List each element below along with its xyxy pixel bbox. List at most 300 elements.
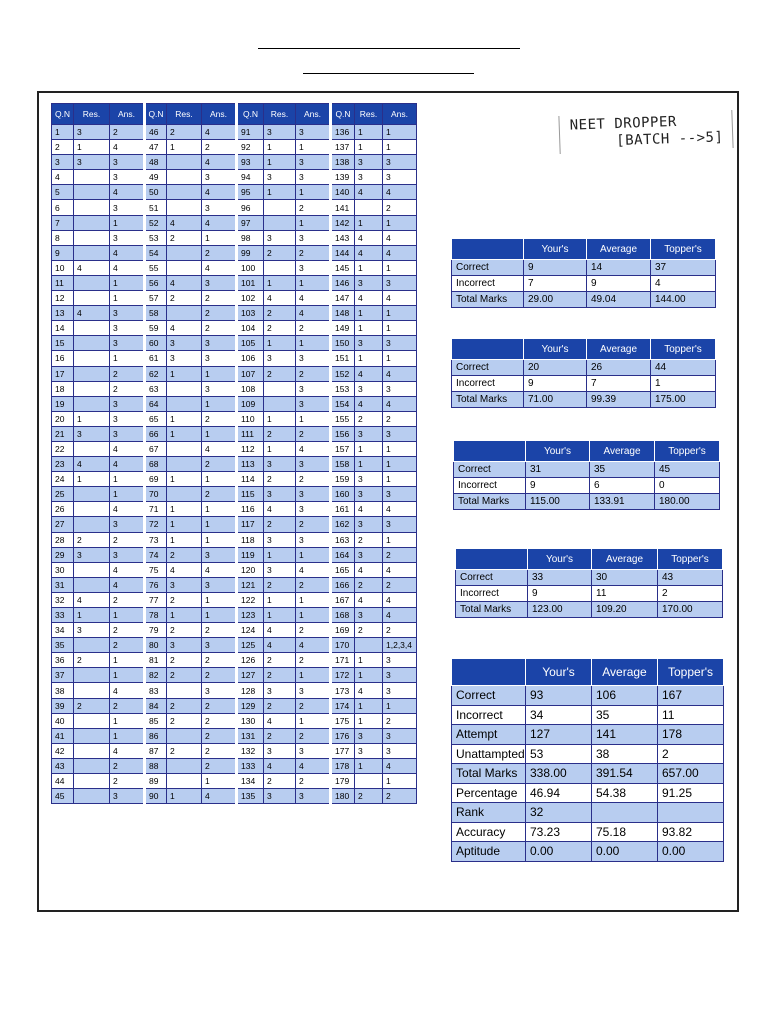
answer-sheet-cell: [167, 683, 202, 698]
answer-sheet-cell: [167, 155, 202, 170]
answer-sheet-cell: 109: [237, 396, 264, 411]
answer-sheet-row: [52, 291, 417, 306]
answer-sheet-cell: 83: [145, 683, 167, 698]
summary-row-label: Correct: [452, 260, 524, 276]
answer-sheet-cell: 4: [296, 441, 331, 456]
answer-sheet-cell: 2: [383, 200, 417, 215]
summary-header-row: [452, 659, 724, 686]
summary-table-3: [453, 440, 720, 510]
answer-sheet-cell: 116: [237, 502, 264, 517]
answer-sheet-header-cell: Ans.: [110, 104, 145, 125]
summary-cell: 37: [651, 260, 716, 276]
answer-sheet-cell: 4: [202, 125, 237, 140]
answer-sheet-cell: 17: [52, 366, 74, 381]
answer-sheet-cell: 45: [52, 789, 74, 804]
answer-sheet-cell: 1: [202, 608, 237, 623]
summary-header-cell: [456, 549, 528, 570]
summary-row: [454, 494, 720, 510]
answer-sheet-cell: 1: [296, 592, 331, 607]
answer-sheet-cell: 1: [264, 592, 296, 607]
answer-sheet-cell: 23: [52, 457, 74, 472]
answer-sheet-row: [52, 547, 417, 562]
summary-cell: 0.00: [658, 842, 724, 862]
answer-sheet-cell: [74, 774, 110, 789]
answer-sheet-cell: 48: [145, 155, 167, 170]
answer-sheet-cell: 2: [264, 426, 296, 441]
answer-sheet-cell: 2: [264, 321, 296, 336]
summary-row: [452, 360, 716, 376]
answer-sheet-cell: 131: [237, 728, 264, 743]
answer-sheet-cell: 2: [296, 698, 331, 713]
answer-sheet-cell: 52: [145, 215, 167, 230]
answer-sheet-cell: 3: [52, 155, 74, 170]
answer-sheet-cell: 37: [52, 668, 74, 683]
summary-cell: 141: [592, 725, 658, 745]
summary-row: [452, 260, 716, 276]
answer-sheet-cell: 98: [237, 230, 264, 245]
answer-sheet-cell: 69: [145, 472, 167, 487]
summary-row-label: Total Marks: [454, 494, 526, 510]
summary-cell: 46.94: [526, 783, 592, 803]
answer-sheet-cell: 3: [264, 683, 296, 698]
answer-sheet-header-cell: Res.: [167, 104, 202, 125]
answer-sheet-cell: 87: [145, 743, 167, 758]
answer-sheet-cell: [74, 245, 110, 260]
answer-sheet-cell: 3: [296, 381, 331, 396]
answer-sheet-cell: [167, 457, 202, 472]
answer-sheet-cell: 36: [52, 653, 74, 668]
answer-sheet-cell: 1: [296, 668, 331, 683]
answer-sheet-cell: 4: [202, 260, 237, 275]
answer-sheet-cell: 141: [331, 200, 355, 215]
answer-sheet-row: [52, 577, 417, 592]
answer-sheet-cell: 2: [167, 668, 202, 683]
answer-sheet-cell: 35: [52, 638, 74, 653]
answer-sheet-cell: 158: [331, 457, 355, 472]
summary-row-label: Correct: [452, 360, 524, 376]
answer-sheet-row: [52, 396, 417, 411]
answer-sheet-cell: 62: [145, 366, 167, 381]
summary-header-cell: Average: [592, 659, 658, 686]
answer-sheet-cell: 76: [145, 577, 167, 592]
answer-sheet-row: [52, 351, 417, 366]
answer-sheet-cell: 4: [355, 396, 383, 411]
answer-sheet-cell: 3: [202, 381, 237, 396]
answer-sheet-cell: 85: [145, 713, 167, 728]
answer-sheet-row: [52, 608, 417, 623]
answer-sheet-cell: 3: [296, 532, 331, 547]
answer-sheet-cell: 177: [331, 743, 355, 758]
answer-sheet-cell: 39: [52, 698, 74, 713]
answer-sheet-cell: 1: [264, 336, 296, 351]
answer-sheet-cell: 1: [202, 774, 237, 789]
answer-sheet-cell: 1: [383, 306, 417, 321]
answer-sheet-cell: 1: [202, 230, 237, 245]
answer-sheet-cell: 3: [264, 532, 296, 547]
answer-sheet-cell: 2: [383, 577, 417, 592]
answer-sheet-row: [52, 502, 417, 517]
answer-sheet-cell: 1: [167, 426, 202, 441]
answer-sheet-cell: [74, 683, 110, 698]
summary-header-cell: [452, 659, 526, 686]
answer-sheet-cell: 3: [383, 517, 417, 532]
answer-sheet-cell: 162: [331, 517, 355, 532]
answer-sheet-cell: 1: [110, 472, 145, 487]
answer-sheet-cell: 2: [264, 668, 296, 683]
answer-sheet-cell: 12: [52, 291, 74, 306]
summary-cell: 29.00: [524, 292, 587, 308]
answer-sheet-cell: 2: [110, 532, 145, 547]
answer-sheet-cell: 2: [383, 411, 417, 426]
answer-sheet-cell: [167, 396, 202, 411]
answer-sheet-cell: 1: [110, 487, 145, 502]
answer-sheet-cell: 2: [202, 743, 237, 758]
answer-sheet-header-cell: Res.: [74, 104, 110, 125]
answer-sheet-cell: 2: [383, 789, 417, 804]
summary-cell: 127: [526, 725, 592, 745]
answer-sheet-cell: 150: [331, 336, 355, 351]
answer-sheet-cell: 1: [202, 426, 237, 441]
answer-sheet-cell: 3: [74, 547, 110, 562]
summary-row-label: Unattampted: [452, 744, 526, 764]
summary-cell: 9: [526, 478, 590, 494]
summary-cell: 133.91: [590, 494, 655, 510]
summary-row: [456, 602, 723, 618]
answer-sheet-row: [52, 457, 417, 472]
answer-sheet-cell: 4: [264, 291, 296, 306]
answer-sheet-cell: 3: [383, 155, 417, 170]
summary-row: [456, 570, 723, 586]
summary-cell: 144.00: [651, 292, 716, 308]
answer-sheet-cell: 49: [145, 170, 167, 185]
summary-cell: 14: [587, 260, 651, 276]
answer-sheet-cell: 3: [355, 170, 383, 185]
answer-sheet-cell: 1: [355, 698, 383, 713]
answer-sheet-cell: 27: [52, 517, 74, 532]
summary-cell: 93.82: [658, 822, 724, 842]
answer-sheet-cell: 176: [331, 728, 355, 743]
answer-sheet-cell: 3: [202, 336, 237, 351]
summary-cell: 93: [526, 686, 592, 706]
answer-sheet-cell: 2: [264, 577, 296, 592]
answer-sheet-cell: 3: [383, 487, 417, 502]
answer-sheet-cell: 114: [237, 472, 264, 487]
answer-sheet-cell: 144: [331, 245, 355, 260]
answer-sheet-cell: 13: [52, 306, 74, 321]
answer-sheet-cell: 21: [52, 426, 74, 441]
answer-sheet-cell: [167, 441, 202, 456]
answer-sheet-cell: 4: [355, 230, 383, 245]
answer-sheet-cell: 2: [296, 200, 331, 215]
answer-sheet-cell: 2: [202, 291, 237, 306]
answer-sheet-cell: 15: [52, 336, 74, 351]
answer-sheet-cell: 3: [355, 155, 383, 170]
summary-header-cell: Your's: [526, 659, 592, 686]
answer-sheet-cell: 1: [264, 441, 296, 456]
summary-header-cell: Your's: [528, 549, 592, 570]
answer-sheet-cell: 2: [167, 743, 202, 758]
answer-sheet-cell: 20: [52, 411, 74, 426]
answer-sheet-cell: 46: [145, 125, 167, 140]
answer-sheet-cell: 4: [264, 713, 296, 728]
answer-sheet-cell: 2: [296, 517, 331, 532]
answer-sheet-cell: [74, 668, 110, 683]
answer-sheet-cell: 2: [355, 577, 383, 592]
answer-sheet-cell: 1: [355, 260, 383, 275]
answer-sheet-cell: 1: [52, 125, 74, 140]
summary-cell: 32: [526, 803, 592, 823]
answer-sheet-cell: [74, 743, 110, 758]
answer-sheet-cell: 110: [237, 411, 264, 426]
answer-sheet-cell: 92: [237, 140, 264, 155]
summary-cell: 1: [651, 376, 716, 392]
answer-sheet-cell: 1: [167, 472, 202, 487]
answer-sheet-cell: [167, 245, 202, 260]
answer-sheet-cell: [74, 215, 110, 230]
summary-cell: 175.00: [651, 392, 716, 408]
answer-sheet-row: [52, 125, 417, 140]
summary-header-cell: Your's: [526, 441, 590, 462]
answer-sheet-cell: 153: [331, 381, 355, 396]
answer-sheet-cell: 3: [167, 638, 202, 653]
answer-sheet-row: [52, 336, 417, 351]
answer-sheet-cell: 2: [167, 698, 202, 713]
answer-sheet-cell: 3: [383, 653, 417, 668]
answer-sheet-cell: 3: [383, 683, 417, 698]
answer-sheet-cell: 2: [296, 653, 331, 668]
answer-sheet-cell: 67: [145, 441, 167, 456]
answer-sheet-cell: 57: [145, 291, 167, 306]
answer-sheet-cell: 4: [264, 623, 296, 638]
answer-sheet-cell: 4: [167, 215, 202, 230]
answer-sheet-cell: [167, 200, 202, 215]
answer-sheet-cell: [264, 215, 296, 230]
answer-sheet-cell: 1: [110, 728, 145, 743]
summary-header-cell: Topper's: [651, 239, 716, 260]
answer-sheet-cell: 3: [355, 426, 383, 441]
summary-cell: 180.00: [655, 494, 720, 510]
answer-sheet-cell: 124: [237, 623, 264, 638]
answer-sheet-cell: 1: [383, 457, 417, 472]
answer-sheet-cell: 18: [52, 381, 74, 396]
summary-row: [452, 764, 724, 784]
answer-sheet-cell: 3: [296, 260, 331, 275]
answer-sheet-cell: 3: [202, 683, 237, 698]
answer-sheet-cell: 73: [145, 532, 167, 547]
summary-cell: 7: [587, 376, 651, 392]
summary-cell: 9: [524, 260, 587, 276]
answer-sheet-cell: [167, 487, 202, 502]
summary-cell: 109.20: [592, 602, 658, 618]
answer-sheet-cell: 105: [237, 336, 264, 351]
answer-sheet-cell: 121: [237, 577, 264, 592]
summary-header-cell: Topper's: [651, 339, 716, 360]
answer-sheet-cell: 89: [145, 774, 167, 789]
answer-sheet-cell: 3: [202, 638, 237, 653]
answer-sheet-cell: 3: [202, 351, 237, 366]
answer-sheet-cell: 44: [52, 774, 74, 789]
answer-sheet-cell: 99: [237, 245, 264, 260]
summary-row: [452, 705, 724, 725]
answer-sheet-cell: 1: [355, 441, 383, 456]
answer-sheet-cell: 130: [237, 713, 264, 728]
summary-row-label: Attempt: [452, 725, 526, 745]
answer-sheet-cell: 3: [296, 396, 331, 411]
answer-sheet-cell: 1: [202, 517, 237, 532]
summary-cell: 34: [526, 705, 592, 725]
answer-sheet-cell: [74, 381, 110, 396]
answer-sheet-row: [52, 562, 417, 577]
answer-sheet-header-cell: Ans.: [202, 104, 237, 125]
summary-row: [452, 392, 716, 408]
answer-sheet-cell: 2: [264, 728, 296, 743]
answer-sheet-cell: 4: [110, 260, 145, 275]
answer-sheet-cell: 3: [296, 457, 331, 472]
answer-sheet-cell: 3: [110, 426, 145, 441]
answer-sheet-cell: 19: [52, 396, 74, 411]
answer-sheet-cell: 2: [110, 638, 145, 653]
answer-sheet-cell: 53: [145, 230, 167, 245]
answer-sheet-cell: 1: [110, 713, 145, 728]
answer-sheet-cell: 2: [167, 547, 202, 562]
answer-sheet-cell: [74, 441, 110, 456]
answer-sheet-cell: 1: [383, 472, 417, 487]
answer-sheet-cell: 156: [331, 426, 355, 441]
summary-row-label: Correct: [452, 686, 526, 706]
answer-sheet-cell: 55: [145, 260, 167, 275]
summary-header-cell: Topper's: [658, 659, 724, 686]
summary-cell: 30: [592, 570, 658, 586]
answer-sheet-cell: 1: [383, 774, 417, 789]
answer-sheet-cell: 2: [110, 758, 145, 773]
answer-sheet-row: [52, 698, 417, 713]
answer-sheet-cell: 1: [202, 592, 237, 607]
answer-sheet-cell: 1: [296, 608, 331, 623]
summary-cell: 115.00: [526, 494, 590, 510]
answer-sheet-cell: [167, 260, 202, 275]
summary-cell: 73.23: [526, 822, 592, 842]
answer-sheet-row: [52, 170, 417, 185]
answer-sheet-cell: 1: [74, 140, 110, 155]
summary-row-label: Rank: [452, 803, 526, 823]
answer-sheet-cell: 2: [296, 577, 331, 592]
summary-cell: 53: [526, 744, 592, 764]
answer-sheet-cell: 2: [264, 653, 296, 668]
summary-row: [452, 842, 724, 862]
answer-sheet-cell: 4: [296, 291, 331, 306]
summary-row-label: Incorrect: [452, 376, 524, 392]
summary-cell: [658, 803, 724, 823]
answer-sheet-cell: 175: [331, 713, 355, 728]
answer-sheet-cell: [74, 200, 110, 215]
answer-sheet-cell: 1: [383, 532, 417, 547]
answer-sheet-cell: 8: [52, 230, 74, 245]
answer-sheet-cell: 1: [167, 532, 202, 547]
answer-sheet-cell: 1: [383, 698, 417, 713]
summary-cell: 6: [590, 478, 655, 494]
answer-sheet-cell: 32: [52, 592, 74, 607]
answer-sheet-cell: [74, 577, 110, 592]
answer-sheet-cell: 3: [264, 487, 296, 502]
answer-sheet-cell: 2: [167, 230, 202, 245]
summary-cell: 20: [524, 360, 587, 376]
answer-sheet-cell: 80: [145, 638, 167, 653]
answer-sheet-cell: 3: [202, 275, 237, 290]
answer-sheet-cell: 2: [264, 517, 296, 532]
answer-sheet-cell: 2: [264, 306, 296, 321]
answer-sheet-row: [52, 321, 417, 336]
summary-cell: 54.38: [592, 783, 658, 803]
answer-sheet-cell: 2: [296, 366, 331, 381]
summary-cell: 170.00: [658, 602, 723, 618]
summary-row: [456, 586, 723, 602]
answer-sheet-cell: 4: [202, 185, 237, 200]
answer-sheet-cell: 58: [145, 306, 167, 321]
answer-sheet-cell: 2: [202, 758, 237, 773]
summary-row-label: Total Marks: [452, 764, 526, 784]
answer-sheet-cell: 2: [264, 472, 296, 487]
summary-header-cell: Topper's: [655, 441, 720, 462]
answer-sheet-cell: 2: [202, 668, 237, 683]
answer-sheet-cell: 1: [110, 608, 145, 623]
answer-sheet-cell: 1: [202, 396, 237, 411]
answer-sheet-cell: 47: [145, 140, 167, 155]
summary-cell: 2: [658, 744, 724, 764]
answer-sheet-cell: 4: [355, 562, 383, 577]
answer-sheet-cell: 3: [383, 743, 417, 758]
answer-sheet-cell: 3: [202, 547, 237, 562]
answer-sheet-cell: 2: [110, 592, 145, 607]
answer-sheet-row: [52, 517, 417, 532]
answer-sheet-cell: 147: [331, 291, 355, 306]
answer-sheet-cell: 3: [383, 426, 417, 441]
answer-sheet-cell: 1: [264, 185, 296, 200]
answer-sheet-cell: 3: [110, 789, 145, 804]
answer-sheet-cell: 2: [202, 698, 237, 713]
summary-cell: 49.04: [587, 292, 651, 308]
summary-row: [452, 725, 724, 745]
summary-header-row: [456, 549, 723, 570]
answer-sheet-cell: 1: [296, 215, 331, 230]
answer-sheet-cell: 4: [74, 260, 110, 275]
answer-sheet-cell: 4: [110, 683, 145, 698]
answer-sheet-cell: 2: [202, 457, 237, 472]
answer-sheet-cell: 3: [296, 230, 331, 245]
answer-sheet-cell: 3: [296, 170, 331, 185]
answer-sheet-cell: 4: [110, 743, 145, 758]
summary-cell: 391.54: [592, 764, 658, 784]
answer-sheet-cell: [74, 230, 110, 245]
answer-sheet-cell: 2: [110, 623, 145, 638]
answer-sheet-cell: 66: [145, 426, 167, 441]
answer-sheet-cell: 22: [52, 441, 74, 456]
answer-sheet-cell: 3: [264, 457, 296, 472]
summary-cell: 9: [524, 376, 587, 392]
answer-sheet-row: [52, 789, 417, 804]
answer-sheet-cell: 3: [264, 125, 296, 140]
answer-sheet-cell: 4: [74, 457, 110, 472]
answer-sheet-cell: 3: [296, 683, 331, 698]
answer-sheet-header-cell: Q.N: [145, 104, 167, 125]
answer-sheet-cell: 1: [264, 140, 296, 155]
answer-sheet-cell: [74, 275, 110, 290]
answer-sheet-row: [52, 140, 417, 155]
answer-sheet-row: [52, 532, 417, 547]
summary-row-label: Total Marks: [452, 292, 524, 308]
answer-sheet-cell: 2: [383, 547, 417, 562]
summary-cell: 71.00: [524, 392, 587, 408]
answer-sheet-cell: 4: [110, 441, 145, 456]
